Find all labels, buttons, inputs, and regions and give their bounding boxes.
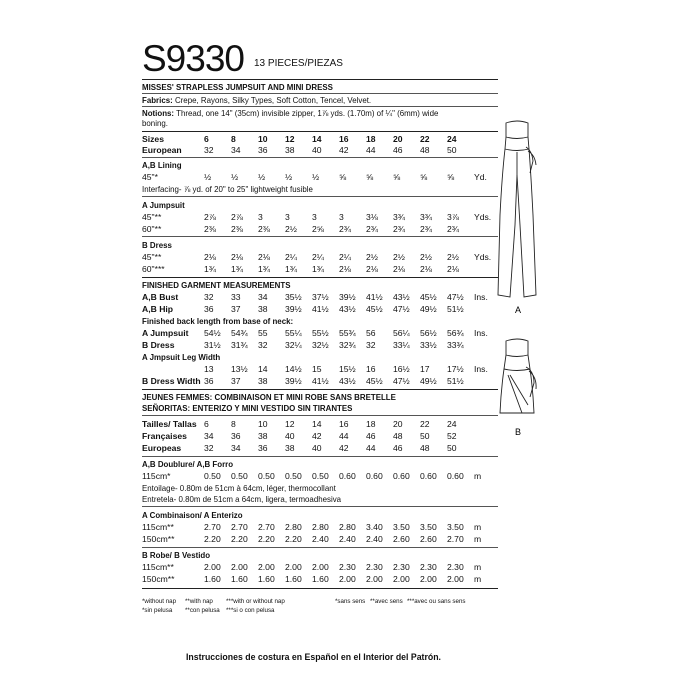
table-cell: 39½ (285, 304, 302, 314)
table-cell: 2.60 (420, 534, 437, 544)
table-cell: 2.00 (420, 574, 437, 584)
notions-line (142, 108, 438, 118)
table-cell: 32¾ (339, 340, 356, 350)
table-cell: 2⅛ (339, 264, 351, 274)
row-label: 150cm** (142, 534, 175, 544)
table-cell: 50 (420, 431, 430, 441)
table-cell: 2⅞ (231, 212, 243, 222)
table-cell: 2¾ (393, 224, 405, 234)
row-label: B Dress (142, 340, 175, 350)
table-cell: 38 (285, 145, 295, 155)
table-cell: 38 (258, 304, 268, 314)
table-cell: 2¼ (339, 252, 351, 262)
table-cell: 0.60 (339, 471, 356, 481)
table-cell: 55½ (312, 328, 329, 338)
interfacing-line: Interfacing- ⅞ yd. of 20" to 25" lightweight fusible (142, 184, 313, 194)
table-cell: 44 (366, 443, 376, 453)
table-cell: ½ (231, 172, 239, 182)
row-label: Françaises (142, 431, 187, 441)
table-cell: 2.20 (204, 534, 221, 544)
table-cell: 33¾ (447, 340, 464, 350)
table-cell: 2⅜ (231, 224, 243, 234)
table-cell: 24 (447, 419, 457, 429)
pattern-number: S9330 (142, 38, 244, 79)
table-cell: 14 (312, 419, 322, 429)
table-cell: 2¾ (339, 224, 351, 234)
table-cell: 3⅞ (447, 212, 459, 222)
table-cell: 43½ (339, 304, 356, 314)
table-cell: 55 (258, 328, 268, 338)
row-label: Sizes (142, 134, 164, 144)
fabrics-line (142, 95, 371, 105)
table-cell: ½ (204, 172, 212, 182)
table-cell: 2.80 (312, 522, 329, 532)
table-cell: 2½ (393, 252, 405, 262)
table-cell: 6 (204, 134, 209, 144)
spanish-title: SEÑORITAS: ENTERIZO Y MINI VESTIDO SIN TIRANTES (142, 403, 353, 413)
unit-label: Ins. (474, 364, 488, 374)
english-title: MISSES' STRAPLESS JUMPSUIT AND MINI DRESS (142, 82, 333, 92)
table-cell: 16 (339, 134, 349, 144)
table-cell: 40 (285, 431, 295, 441)
table-cell: 2⅛ (366, 264, 378, 274)
unit-label: m (474, 471, 482, 481)
table-cell: 36 (204, 376, 214, 386)
table-cell: 2.70 (447, 534, 464, 544)
row-label: European (142, 145, 182, 155)
table-cell: 2.00 (258, 562, 275, 572)
footer-note: Instrucciones de costura en Español en el Interior del Patrón. (186, 652, 441, 663)
table-cell: 22 (420, 134, 430, 144)
footnote: *sin pelusa (142, 607, 173, 614)
row-label: A Jumpsuit (142, 328, 189, 338)
table-cell: 22 (420, 419, 430, 429)
entretela-line: Entretela- 0.80m de 51cm a 64cm, ligera, termoadhesiva (142, 494, 342, 504)
table-cell: 51½ (447, 304, 464, 314)
table-cell: 2.80 (339, 522, 356, 532)
table-cell: 54¾ (231, 328, 248, 338)
unit-label: Ins. (474, 328, 488, 338)
table-cell: 36 (231, 431, 241, 441)
table-cell: 13 (204, 364, 214, 374)
table-cell: 1¾ (204, 264, 216, 274)
doublure-label: A,B Doublure/ A,B Forro (142, 459, 234, 469)
table-cell: 46 (393, 443, 403, 453)
table-cell: 50 (447, 443, 457, 453)
table-cell: 37 (231, 304, 241, 314)
table-cell: 43½ (339, 376, 356, 386)
table-cell: 1¾ (231, 264, 243, 274)
table-cell: 2.40 (366, 534, 383, 544)
table-cell: 42 (312, 431, 322, 441)
table-cell: ⅝ (339, 172, 347, 182)
table-cell: 36 (204, 304, 214, 314)
table-cell: 2.70 (204, 522, 221, 532)
table-cell: 2.20 (285, 534, 302, 544)
table-cell: 24 (447, 134, 457, 144)
table-cell: 6 (204, 419, 209, 429)
dress-label: B Dress (142, 240, 172, 250)
table-cell: 47½ (393, 376, 410, 386)
table-cell: 1¾ (312, 264, 324, 274)
table-cell: 31¾ (231, 340, 248, 350)
table-cell: 3.50 (393, 522, 410, 532)
divider (142, 79, 498, 80)
table-cell: 56¼ (393, 328, 410, 338)
table-cell: 0.60 (420, 471, 437, 481)
table-cell: 36 (258, 443, 268, 453)
table-cell: 1.60 (312, 574, 329, 584)
table-cell: ½ (312, 172, 320, 182)
table-cell: 0.60 (366, 471, 383, 481)
table-cell: 2½ (420, 252, 432, 262)
table-cell: 36 (258, 145, 268, 155)
table-cell: 34 (231, 145, 241, 155)
table-cell: 40 (312, 145, 322, 155)
divider (142, 131, 498, 132)
divider (142, 456, 498, 457)
row-label: 115cm* (142, 471, 171, 481)
table-cell: 33 (231, 292, 241, 302)
table-cell: 32¼ (285, 340, 302, 350)
table-cell: 2.70 (231, 522, 248, 532)
table-cell: 0.50 (204, 471, 221, 481)
table-cell: 45½ (366, 376, 383, 386)
row-label: 45"** (142, 252, 162, 262)
table-cell: 51½ (447, 376, 464, 386)
row-label: 115cm** (142, 562, 174, 572)
table-cell: 16 (366, 364, 376, 374)
divider (142, 588, 498, 589)
table-cell: 2.00 (231, 562, 248, 572)
row-label: A,B Bust (142, 292, 179, 302)
notions-label: Notions: (142, 108, 175, 118)
table-cell: 2⅛ (231, 252, 243, 262)
table-cell: 1¾ (258, 264, 270, 274)
table-cell: 47½ (447, 292, 464, 302)
french-title: JEUNES FEMMES: COMBINAISON ET MINI ROBE SANS BRETELLE (142, 392, 396, 402)
table-cell: 32 (204, 145, 214, 155)
divider (142, 196, 498, 197)
table-cell: 2.00 (366, 574, 383, 584)
table-cell: 2.00 (393, 574, 410, 584)
table-cell: 34 (258, 292, 268, 302)
table-cell: 1.60 (285, 574, 302, 584)
table-cell: 1.60 (258, 574, 275, 584)
table-cell: 1¾ (285, 264, 297, 274)
table-cell: 0.50 (231, 471, 248, 481)
table-cell: 56¾ (447, 328, 464, 338)
table-cell: 38 (258, 376, 268, 386)
unit-label: m (474, 574, 482, 584)
table-cell: 2.00 (447, 574, 464, 584)
combinaison-label: A Combinaison/ A Enterizo (142, 510, 243, 520)
table-cell: 3.40 (366, 522, 383, 532)
row-label: 45"* (142, 172, 158, 182)
table-cell: 2⅛ (204, 252, 216, 262)
table-cell: 45½ (420, 292, 437, 302)
divider (142, 415, 498, 416)
divider (142, 277, 498, 278)
footnote: *without nap (142, 598, 177, 605)
table-cell: 49½ (420, 376, 437, 386)
table-cell: 43½ (393, 292, 410, 302)
table-cell: 15½ (339, 364, 356, 374)
table-cell: 41½ (312, 304, 329, 314)
table-cell: 45½ (366, 304, 383, 314)
table-cell: ½ (258, 172, 266, 182)
table-cell: 16½ (393, 364, 410, 374)
row-label: 45"** (142, 212, 162, 222)
table-cell: 3¾ (393, 212, 405, 222)
table-cell: ⅝ (447, 172, 455, 182)
row-label: A,B Hip (142, 304, 174, 314)
table-cell: 34 (204, 431, 214, 441)
table-cell: 39½ (339, 292, 356, 302)
table-cell: ⅝ (366, 172, 374, 182)
table-cell: 2.30 (393, 562, 410, 572)
table-cell: 55¼ (285, 328, 302, 338)
divider (142, 106, 498, 107)
table-cell: 50 (447, 145, 457, 155)
table-cell: 44 (339, 431, 349, 441)
table-cell: 47½ (393, 304, 410, 314)
table-cell: 3 (258, 212, 263, 222)
table-cell: 12 (285, 419, 295, 429)
table-cell: 2¼ (312, 252, 324, 262)
table-cell: 17 (420, 364, 430, 374)
table-cell: 2.00 (204, 562, 221, 572)
table-cell: 55¾ (339, 328, 356, 338)
table-cell: 2⅛ (258, 252, 270, 262)
table-cell: 2.70 (258, 522, 275, 532)
table-cell: 1.60 (204, 574, 221, 584)
figure-label-b: B (514, 427, 522, 437)
table-cell: 49½ (420, 304, 437, 314)
table-cell: 32 (366, 340, 376, 350)
table-cell: 14 (312, 134, 322, 144)
table-cell: 18 (366, 134, 376, 144)
table-cell: 1.60 (231, 574, 248, 584)
unit-label: m (474, 534, 482, 544)
table-cell: 2.30 (447, 562, 464, 572)
table-cell: 2½ (366, 252, 378, 262)
table-cell: 0.60 (447, 471, 464, 481)
divider (142, 389, 498, 390)
table-cell: 32 (258, 340, 268, 350)
table-cell: 20 (393, 134, 403, 144)
unit-label: Yds. (474, 212, 492, 222)
table-cell: 56 (366, 328, 376, 338)
table-cell: 42 (339, 145, 349, 155)
divider (142, 236, 498, 237)
notions-text: Thread, one 14" (35cm) invisible zipper, 1⅞ yds. (1.70m) of ¼" (6mm) wide (176, 108, 439, 118)
table-cell: 15 (312, 364, 322, 374)
table-cell: 20 (393, 419, 403, 429)
table-cell: 3 (312, 212, 317, 222)
divider (142, 93, 498, 94)
table-cell: 8 (231, 134, 236, 144)
table-cell: 2.30 (366, 562, 383, 572)
table-cell: 46 (393, 145, 403, 155)
table-cell: 33½ (420, 340, 437, 350)
table-cell: 2.20 (231, 534, 248, 544)
table-cell: 34 (231, 443, 241, 453)
table-cell: 2½ (285, 224, 297, 234)
table-cell: 32 (204, 292, 214, 302)
table-cell: 18 (366, 419, 376, 429)
table-cell: 2¾ (447, 224, 459, 234)
row-label: 60"** (142, 224, 162, 234)
row-label: Europeas (142, 443, 182, 453)
table-cell: 2.20 (258, 534, 275, 544)
piece-count: 13 PIECES/PIEZAS (254, 58, 343, 69)
table-cell: 2⅞ (204, 212, 216, 222)
jumpsuit-illustration (488, 115, 548, 315)
figure-label-a: A (514, 305, 522, 315)
table-cell: 33¼ (393, 340, 410, 350)
table-cell: 2.00 (312, 562, 329, 572)
row-label: B Dress Width (142, 376, 201, 386)
table-cell: 2⅛ (447, 264, 459, 274)
mini-dress-illustration (488, 335, 548, 440)
table-cell: 3.50 (420, 522, 437, 532)
table-cell: 14½ (285, 364, 302, 374)
table-cell: 2.30 (339, 562, 356, 572)
footnote: ***with or without nap (226, 598, 285, 605)
table-cell: 32½ (312, 340, 329, 350)
measurements-title: FINISHED GARMENT MEASUREMENTS (142, 280, 291, 290)
row-label: 60"*** (142, 264, 165, 274)
divider (142, 547, 498, 548)
unit-label: m (474, 522, 482, 532)
lining-label: A,B Lining (142, 160, 182, 170)
table-cell: 44 (366, 145, 376, 155)
table-cell: 16 (339, 419, 349, 429)
footnote: ***si o con pelusa (226, 607, 275, 614)
table-cell: 13½ (231, 364, 248, 374)
table-cell: 12 (285, 134, 295, 144)
table-cell: 2.40 (339, 534, 356, 544)
footnote: ***avec ou sans sens (407, 598, 466, 605)
footnote: **avec sens (370, 598, 403, 605)
table-cell: 10 (258, 134, 268, 144)
leg-width-label: A Jmpsuit Leg Width (142, 352, 221, 362)
table-cell: 2⅛ (420, 264, 432, 274)
table-cell: 48 (393, 431, 403, 441)
table-cell: 3⅛ (366, 212, 378, 222)
table-cell: 0.50 (285, 471, 302, 481)
table-cell: 2¾ (366, 224, 378, 234)
notions-line-2: boning. (142, 118, 168, 128)
table-cell: 2.00 (339, 574, 356, 584)
unit-label: Yds. (474, 252, 492, 262)
row-label: 150cm** (142, 574, 175, 584)
pattern-sheet (130, 30, 580, 660)
table-cell: 2.60 (393, 534, 410, 544)
table-cell: 2⅝ (312, 224, 324, 234)
table-cell: 52 (447, 431, 457, 441)
table-cell: 40 (312, 443, 322, 453)
table-cell: 17½ (447, 364, 464, 374)
table-cell: 48 (420, 443, 430, 453)
table-cell: 3¾ (420, 212, 432, 222)
table-cell: 10 (258, 419, 268, 429)
entoilage-line: Entoilage- 0.80m de 51cm à 64cm, léger, thermocollant (142, 483, 336, 493)
row-label: Tailles/ Tallas (142, 419, 197, 429)
table-cell: 46 (366, 431, 376, 441)
table-cell: 2⅛ (393, 264, 405, 274)
table-cell: 37 (231, 376, 241, 386)
table-cell: 2¼ (285, 252, 297, 262)
unit-label: m (474, 562, 482, 572)
table-cell: 0.50 (258, 471, 275, 481)
table-cell: 2⅜ (258, 224, 270, 234)
table-cell: 2⅜ (204, 224, 216, 234)
table-cell: 38 (258, 431, 268, 441)
back-length-label: Finished back length from base of neck: (142, 316, 294, 326)
table-cell: 0.60 (393, 471, 410, 481)
table-cell: 41½ (312, 376, 329, 386)
footnote: *sans sens (335, 598, 366, 605)
table-cell: 39½ (285, 376, 302, 386)
table-cell: 2.00 (285, 562, 302, 572)
table-cell: 2.80 (285, 522, 302, 532)
divider (142, 506, 498, 507)
fabrics-label: Fabrics: (142, 95, 173, 105)
table-cell: 2½ (447, 252, 459, 262)
table-cell: 42 (339, 443, 349, 453)
table-cell: ⅝ (420, 172, 428, 182)
footnote: **con pelusa (185, 607, 220, 614)
jumpsuit-label: A Jumpsuit (142, 200, 185, 210)
table-cell: 3 (339, 212, 344, 222)
table-cell: 37½ (312, 292, 329, 302)
table-cell: 32 (204, 443, 214, 453)
table-cell: 2.30 (420, 562, 437, 572)
table-cell: 38 (285, 443, 295, 453)
table-cell: 8 (231, 419, 236, 429)
footnote: **with nap (185, 598, 213, 605)
divider (142, 157, 498, 158)
table-cell: 2.40 (312, 534, 329, 544)
table-cell: ⅝ (393, 172, 401, 182)
table-cell: 3.50 (447, 522, 464, 532)
table-cell: ½ (285, 172, 293, 182)
table-cell: 31½ (204, 340, 221, 350)
robe-label: B Robe/ B Vestido (142, 550, 211, 560)
unit-label: Ins. (474, 292, 488, 302)
table-cell: 3 (285, 212, 290, 222)
table-cell: 54½ (204, 328, 221, 338)
table-cell: 35½ (285, 292, 302, 302)
table-cell: 56½ (420, 328, 437, 338)
table-cell: 2¾ (420, 224, 432, 234)
table-cell: 48 (420, 145, 430, 155)
table-cell: 41½ (366, 292, 383, 302)
row-label: 115cm** (142, 522, 174, 532)
unit-label: Yd. (474, 172, 487, 182)
table-cell: 0.50 (312, 471, 329, 481)
table-cell: 14 (258, 364, 268, 374)
fabrics-text: Crepe, Rayons, Silky Types, Soft Cotton, Tencel, Velvet. (174, 95, 372, 105)
